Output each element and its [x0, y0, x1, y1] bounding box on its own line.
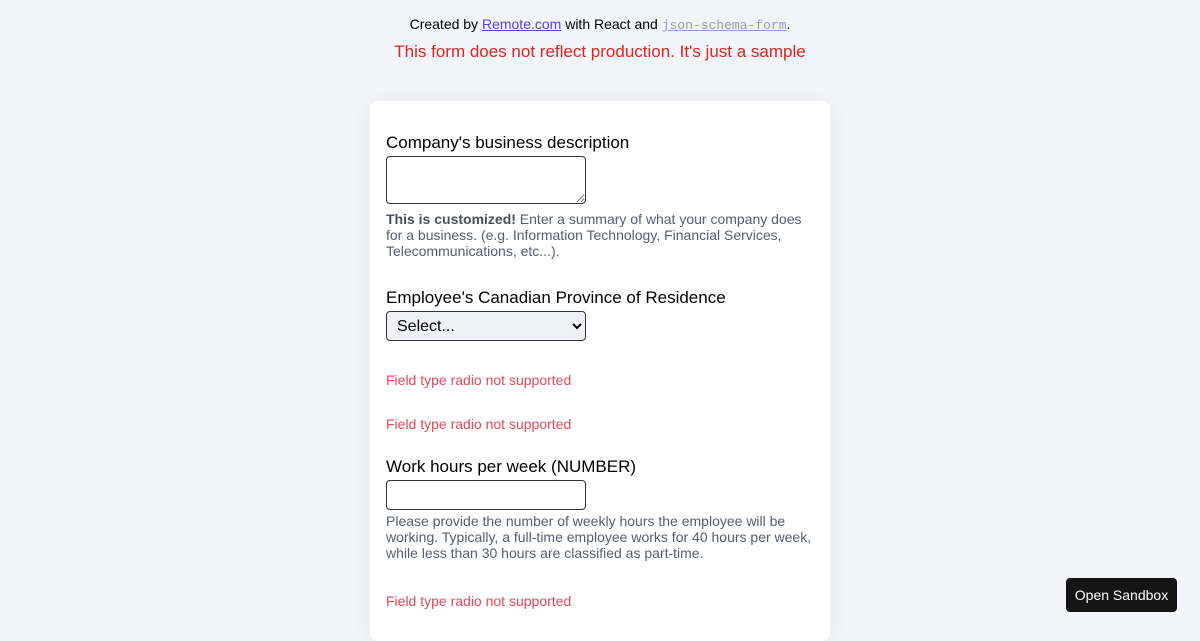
remote-link[interactable]: Remote.com [481, 16, 562, 32]
with-react-text: with React and [561, 16, 662, 32]
business-description-help [386, 211, 816, 259]
json-schema-form-link[interactable]: json-schema-form [661, 18, 787, 33]
credit-period: . [786, 16, 791, 32]
work-hours-help: Please provide the number of weekly hours the employee will be working. Typically, a full-time employee works for 40 hours per week, while less than 30 hours are classified as part-time. [386, 513, 812, 561]
sample-warning: This form does not reflect production. It's just a sample [394, 42, 806, 61]
form-card [370, 101, 830, 641]
province-label: Employee's Canadian Province of Residence [386, 288, 726, 307]
radio-unsupported-message: Field type radio not supported [386, 372, 572, 388]
header-credit [0, 15, 1200, 35]
created-by-text: Created by [409, 16, 482, 32]
radio-unsupported-message: Field type radio not supported [386, 593, 572, 609]
radio-unsupported-message: Field type radio not supported [386, 416, 572, 432]
business-description-label: Company's business description [386, 133, 630, 152]
customized-note: This is customized! [386, 211, 516, 227]
work-hours-label: Work hours per week (NUMBER) [386, 457, 637, 476]
open-sandbox-button[interactable]: Open Sandbox [1066, 578, 1177, 612]
work-hours-input[interactable] [386, 480, 586, 510]
business-description-textarea[interactable] [386, 156, 586, 204]
province-select[interactable] [386, 311, 586, 341]
business-description-help-text: Enter a summary of what your company does for a business. (e.g. Information Technology, Financial Services, Telecommunications, etc...). [386, 211, 802, 259]
